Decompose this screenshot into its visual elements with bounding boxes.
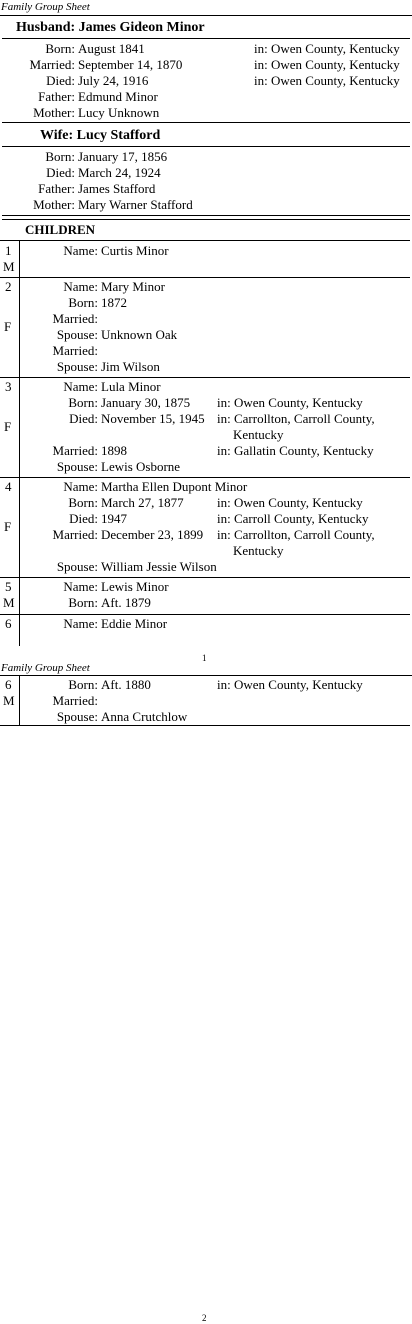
- child-divider: [0, 377, 410, 378]
- child-number: 5: [5, 579, 12, 594]
- field-value: Mary Minor: [101, 279, 165, 294]
- field-label: Died:: [46, 73, 75, 88]
- child-divider: [0, 577, 410, 578]
- child-number: 1: [5, 243, 12, 258]
- field-place-continued: Kentucky: [233, 427, 284, 442]
- field-value: 1898: [101, 443, 127, 458]
- field-value: Lewis Osborne: [101, 459, 181, 474]
- field-place: in: Owen County, Kentucky: [254, 57, 400, 72]
- field-place: in: Carrollton, Carroll County,: [217, 527, 375, 542]
- field-label: Father:: [38, 89, 75, 104]
- children-title: CHILDREN: [25, 222, 96, 237]
- field-place: in: Carrollton, Carroll County,: [217, 411, 375, 426]
- child-column-rule: [19, 240, 20, 277]
- field-place: in: Owen County, Kentucky: [254, 73, 400, 88]
- field-place: in: Owen County, Kentucky: [217, 495, 363, 510]
- child-number: 4: [5, 479, 12, 494]
- child-number: 3: [5, 379, 12, 394]
- field-label: Married:: [52, 693, 98, 708]
- field-label: Spouse:: [56, 459, 98, 474]
- field-label: Father:: [38, 181, 75, 196]
- field-value: November 15, 1945: [101, 411, 205, 426]
- child-number: 2: [5, 279, 12, 294]
- child-divider: [0, 725, 410, 726]
- field-value: September 14, 1870: [78, 57, 183, 72]
- husband-rule: [2, 38, 410, 39]
- field-value: 1947: [101, 511, 127, 526]
- field-label: Name:: [63, 579, 98, 594]
- field-value: December 23, 1899: [101, 527, 204, 542]
- child-divider: [0, 614, 410, 615]
- section-divider: [2, 122, 410, 123]
- husband-title: Husband: James Gideon Minor: [16, 20, 205, 35]
- field-value: William Jessie Wilson: [101, 559, 217, 574]
- child-sex: M: [3, 595, 15, 610]
- field-value: Unknown Oak: [101, 327, 178, 342]
- field-value: Jim Wilson: [101, 359, 160, 374]
- field-value: Lula Minor: [101, 379, 161, 394]
- page-number: 1: [202, 653, 207, 663]
- field-value: Curtis Minor: [101, 243, 169, 258]
- field-label: Mother:: [33, 105, 75, 120]
- child-column-rule: [19, 577, 20, 614]
- field-label: Mother:: [33, 197, 75, 212]
- field-place-continued: Kentucky: [233, 543, 284, 558]
- field-value: Lucy Unknown: [78, 105, 160, 120]
- field-value: James Stafford: [78, 181, 156, 196]
- field-label: Spouse:: [56, 359, 98, 374]
- field-value: Aft. 1880: [101, 677, 151, 692]
- section-divider: [2, 215, 410, 216]
- child-sex: M: [3, 259, 15, 274]
- child-sex: F: [4, 419, 12, 434]
- field-label: Born:: [68, 295, 98, 310]
- field-place: in: Carroll County, Kentucky: [217, 511, 369, 526]
- child-divider: [0, 277, 410, 278]
- field-value: Eddie Minor: [101, 616, 168, 631]
- field-label: Married:: [52, 443, 98, 458]
- child-divider: [0, 477, 410, 478]
- field-value: Edmund Minor: [78, 89, 158, 104]
- children-rule: [0, 240, 410, 241]
- field-label: Married:: [52, 527, 98, 542]
- field-label: Name:: [63, 243, 98, 258]
- child-column-rule: [19, 614, 20, 646]
- field-label: Born:: [45, 149, 75, 164]
- child-number: 6: [5, 677, 12, 692]
- field-label: Name:: [63, 279, 98, 294]
- field-place: in: Owen County, Kentucky: [254, 41, 400, 56]
- field-label: Married:: [29, 57, 75, 72]
- child-column-rule: [19, 477, 20, 577]
- field-label: Born:: [68, 595, 98, 610]
- field-value: Aft. 1879: [101, 595, 151, 610]
- field-value: March 27, 1877: [101, 495, 184, 510]
- field-value: March 24, 1924: [78, 165, 161, 180]
- field-label: Died:: [46, 165, 75, 180]
- child-number: 6: [5, 616, 12, 631]
- field-label: Died:: [69, 411, 98, 426]
- child-sex: M: [3, 693, 15, 708]
- field-label: Married:: [52, 343, 98, 358]
- field-label: Died:: [69, 511, 98, 526]
- field-label: Name:: [63, 379, 98, 394]
- field-value: Lewis Minor: [101, 579, 169, 594]
- field-label: Born:: [68, 395, 98, 410]
- page-header: Family Group Sheet: [1, 1, 90, 13]
- field-label: Married:: [52, 311, 98, 326]
- field-label: Spouse:: [56, 559, 98, 574]
- field-value: January 17, 1856: [78, 149, 168, 164]
- child-column-rule: [19, 377, 20, 477]
- section-divider: [2, 219, 410, 220]
- wife-title: Wife: Lucy Stafford: [40, 128, 161, 143]
- page-number: 2: [202, 1313, 207, 1323]
- page-header: Family Group Sheet: [1, 662, 90, 674]
- field-place: in: Owen County, Kentucky: [217, 677, 363, 692]
- field-label: Born:: [68, 495, 98, 510]
- wife-rule: [2, 146, 410, 147]
- field-label: Spouse:: [56, 709, 98, 724]
- field-value: Mary Warner Stafford: [78, 197, 193, 212]
- field-label: Name:: [63, 616, 98, 631]
- child-sex: F: [4, 319, 12, 334]
- header-rule: [0, 675, 412, 676]
- field-value: August 1841: [78, 41, 145, 56]
- field-value: 1872: [101, 295, 127, 310]
- field-value: Martha Ellen Dupont Minor: [101, 479, 248, 494]
- field-label: Born:: [68, 677, 98, 692]
- field-value: July 24, 1916: [78, 73, 149, 88]
- field-label: Spouse:: [56, 327, 98, 342]
- child-column-rule: [19, 277, 20, 377]
- field-value: Anna Crutchlow: [101, 709, 188, 724]
- field-label: Name:: [63, 479, 98, 494]
- field-label: Born:: [45, 41, 75, 56]
- child-column-rule: [19, 675, 20, 725]
- field-place: in: Owen County, Kentucky: [217, 395, 363, 410]
- field-value: January 30, 1875: [101, 395, 191, 410]
- header-rule: [0, 15, 412, 16]
- field-place: in: Gallatin County, Kentucky: [217, 443, 374, 458]
- child-sex: F: [4, 519, 12, 534]
